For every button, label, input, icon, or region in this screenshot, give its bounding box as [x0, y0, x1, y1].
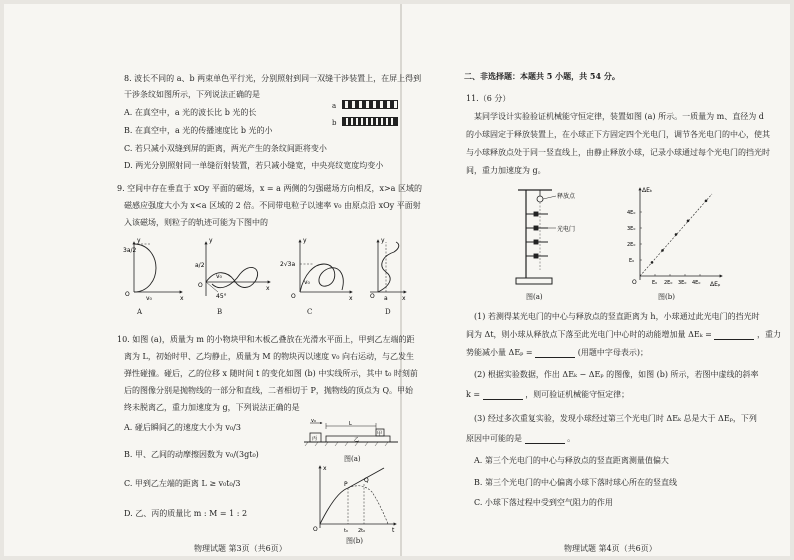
q11-fig-a-caption: 图(a) [526, 293, 543, 301]
q11-p1-line2b: ，重力 [756, 330, 781, 339]
q9c-y: y [303, 237, 307, 244]
q8-option-a: A. 在真空中，a 光的波长比 b 光的长 [124, 108, 257, 117]
q11-p2-line1: (2) 根据实验数据，作出 ΔEₖ − ΔEₚ 的图像，如图 (b) 所示，若图中虚线的斜率 [474, 370, 759, 379]
q8-stripe-a-label: a [332, 102, 337, 110]
q11-intro3: 与小球释放点处于同一竖直线上，由静止释放小球，记录小球通过每个光电门的挡光时 [466, 148, 770, 157]
q10b-2t0: 2t₀ [358, 528, 366, 534]
q11-intro2: 的小球固定于释放装置上，在小球正下方固定四个光电门，调节各光电门的中心，使其 [466, 130, 770, 139]
q11-p2-line2 [466, 390, 629, 400]
q11-graph [626, 184, 726, 290]
q11-xtick-1: E₀ [652, 280, 658, 286]
q10b-t: t [392, 527, 395, 534]
q11-p1-line3 [466, 348, 648, 358]
q8-interference-stripes [342, 100, 400, 130]
q9b-y: y [209, 237, 213, 244]
q11-apparatus-figure [512, 182, 592, 292]
q10-line2: 离为 L，初始时甲、乙均静止，质量为 M 的物块丙以速度 v₀ 向右运动，与乙发生 [124, 352, 414, 361]
q8-line2: 干涉条纹如图所示，下列说法正确的是 [124, 90, 260, 99]
q11-p1-line2 [466, 330, 781, 340]
page-4-footer: 物理试题 第4页（共6页） [564, 544, 657, 553]
q11-option-c: C. 小球下落过程中受到空气阻力的作用 [474, 498, 613, 507]
q11-origin: O [632, 279, 637, 286]
data-point [651, 261, 654, 264]
q11-p3-line2b: 。 [567, 434, 576, 443]
q9b-x: x [266, 285, 270, 292]
q11-p2-line2b: ，则可验证机械能守恒定律； [525, 390, 630, 399]
q10-option-b: B. 甲、乙间的动摩擦因数为 v₀/(3gt₀) [124, 450, 259, 459]
q10b-Q: Q [364, 477, 369, 484]
q9-label-c: C [307, 308, 313, 316]
q11-ball [537, 196, 543, 202]
data-point [705, 200, 708, 203]
q10a-v0: v₀ [311, 418, 316, 424]
q9d-origin: O [370, 293, 375, 300]
q9a-v0: v₀ [146, 295, 152, 302]
q10a-L: L [349, 421, 352, 427]
q11-p2-line2a: k = [466, 390, 481, 399]
q9c-2root3a: 2√3a [280, 261, 296, 268]
q11-title: 11.（6 分） [466, 94, 511, 103]
q9d-a: a [384, 295, 388, 302]
q11-answer-blank-ep[interactable] [535, 349, 575, 358]
q11-p3-line2a: 原因中可能的是 [466, 434, 522, 443]
q11-p1-line1: (1) 若测得某光电门的中心与释放点的竖直距离为 h，小球通过此光电门的挡光时 [474, 312, 760, 321]
q11-fig-b-caption: 图(b) [658, 293, 675, 301]
q11-p1-line2a: 间为 Δt，则小球从释放点下落至此光电门中心时的动能增加量 ΔEₖ = [466, 330, 712, 339]
q10-line4: 后的图像分别是抛物线的一部分和直线，二者相切于 P，抛物线的顶点为 Q。甲始 [124, 386, 414, 395]
q8-stripe-b-label: b [332, 119, 337, 127]
q10b-origin: O [313, 526, 318, 533]
q9c-origin: O [291, 293, 296, 300]
q9c-x: x [349, 295, 353, 302]
q11-xtick-4: 4E₀ [692, 280, 701, 286]
q9-line3: 入该磁场，则粒子的轨迹可能为下图中的 [124, 218, 268, 227]
q9d-y: y [381, 237, 385, 244]
q11-answer-blank-k[interactable] [483, 391, 523, 400]
q9a-origin: O [125, 291, 130, 298]
q9-trajectory-figures [120, 234, 410, 304]
data-point [661, 249, 664, 252]
q11-photogates [526, 212, 548, 258]
q9-label-d: D [385, 308, 391, 316]
q10-option-a: A. 碰后瞬间乙的速度大小为 v₀/3 [124, 423, 241, 432]
q10a-bing: 丙 [312, 436, 318, 442]
q11-answer-blank-reason[interactable] [525, 435, 565, 444]
q10-option-d: D. 乙、丙的质量比 m : M = 1 : 2 [124, 509, 248, 518]
q11-intro4: 间，重力加速度为 g。 [466, 166, 546, 175]
q9-label-b: B [217, 308, 223, 316]
q9-figure-b [195, 237, 270, 300]
q11-axis-ep: ΔEₚ [710, 281, 721, 288]
q9-line2: 磁感应强度大小为 x<a 区域的 2 倍。不同带电粒子以速率 v₀ 由原点沿 xOy 平面射 [124, 201, 421, 210]
q10-fig-b-caption: 图(b) [346, 537, 363, 545]
q10-figure-a [302, 416, 402, 454]
q9b-a2-label: a/2 [195, 262, 205, 269]
q9a-y: y [137, 237, 141, 244]
q11-graph-ticks [640, 212, 700, 276]
q11-release-label: 释放点 [557, 193, 576, 200]
q11-p3-line1: (3) 经过多次重复实验，发现小球经过第三个光电门时 ΔEₖ 总是大于 ΔEₚ，下列 [474, 414, 757, 423]
q11-answer-blank-ek[interactable] [714, 331, 754, 340]
q10-line5: 终未脱离乙，重力加速度为 g，下列说法正确的是 [124, 403, 300, 412]
q11-intro1: 某同学设计实验验证机械能守恒定律，装置如图 (a) 所示。一质量为 m、直径为 d [474, 112, 764, 121]
q11-axis-ek: ΔEₖ [642, 187, 653, 194]
q11-ytick-4: 4E₀ [627, 210, 636, 216]
q9b-origin: O [198, 282, 203, 289]
q11-xtick-2: 2E₀ [664, 280, 673, 286]
page-3-footer: 物理试题 第3页（共6页） [194, 544, 287, 553]
q11-p1-line3b: (用题中字母表示)； [577, 348, 648, 357]
q9-figure-a [123, 237, 184, 302]
q8-line1: 8. 波长不同的 a、b 两束单色平行光，分别照射到同一双缝干涉装置上，在屏上得到 [124, 74, 422, 83]
q8-option-d: D. 两光分别照射同一单缝衍射装置，若只减小缝宽，中央亮纹宽度均变小 [124, 161, 384, 170]
q10-line3: 弹性碰撞。碰后，乙的位移 x 随时间 t 的变化如图 (b) 中实线所示，其中 t₀ 时刻前 [124, 369, 418, 378]
page-3 [4, 4, 422, 556]
q10b-x: x [323, 465, 327, 472]
q10b-t0: t₀ [344, 528, 348, 534]
page-4 [404, 4, 790, 556]
q11-ytick-2: 2E₀ [627, 242, 636, 248]
q10-line1: 10. 如图 (a)，质量为 m 的小物块甲和木板乙叠放在光滑水平面上，甲到乙左端的距 [117, 335, 415, 344]
q9-figure-c [280, 237, 353, 302]
section-title: 二、非选择题：本题共 5 小题，共 54 分。 [464, 71, 620, 81]
q10-figure-b [304, 462, 400, 536]
q11-option-b: B. 第三个光电门的中心偏离小球下落时球心所在的竖直线 [474, 478, 677, 487]
q11-p3-line2 [466, 434, 575, 444]
q8-option-c: C. 若只减小双缝到屏的距离，两光产生的条纹间距将变小 [124, 144, 327, 153]
q11-option-a: A. 第三个光电门的中心与释放点的竖直距离测量值偏大 [474, 456, 669, 465]
q9a-x: x [180, 295, 184, 302]
q9b-v0: v₀ [216, 273, 222, 280]
q9d-x: x [402, 295, 406, 302]
q11-ytick-1: E₀ [629, 258, 635, 264]
q11-xtick-3: 3E₀ [678, 280, 687, 286]
q9-figure-d [370, 237, 406, 302]
data-point [675, 233, 678, 236]
q10b-P: P [344, 481, 348, 488]
q9a-3a2-label: 3a/2 [123, 247, 137, 254]
data-point [687, 220, 690, 223]
q10a-jia: 甲 [377, 431, 383, 437]
q11-gate-label: 光电门 [557, 226, 576, 233]
q9b-45: 45° [216, 293, 227, 300]
q9-label-a: A [137, 308, 143, 316]
q8-option-b: B. 在真空中，a 光的传播速度比 b 光的小 [124, 126, 273, 135]
q9c-v0: v₀ [304, 279, 310, 286]
q11-ytick-3: 3E₀ [627, 226, 636, 232]
q9-line1: 9. 空间中存在垂直于 xOy 平面的磁场，x = a 两侧的匀强磁场方向相反，x>a 区域的 [117, 184, 422, 193]
q10a-yi: 乙 [354, 437, 360, 443]
exam-sheet [4, 4, 790, 556]
q10-fig-a-caption: 图(a) [344, 455, 361, 463]
q11-p1-line3a: 势能减小量 ΔEₚ = [466, 348, 533, 357]
q10-option-c: C. 甲到乙左端的距离 L ≥ v₀t₀/3 [124, 479, 241, 488]
